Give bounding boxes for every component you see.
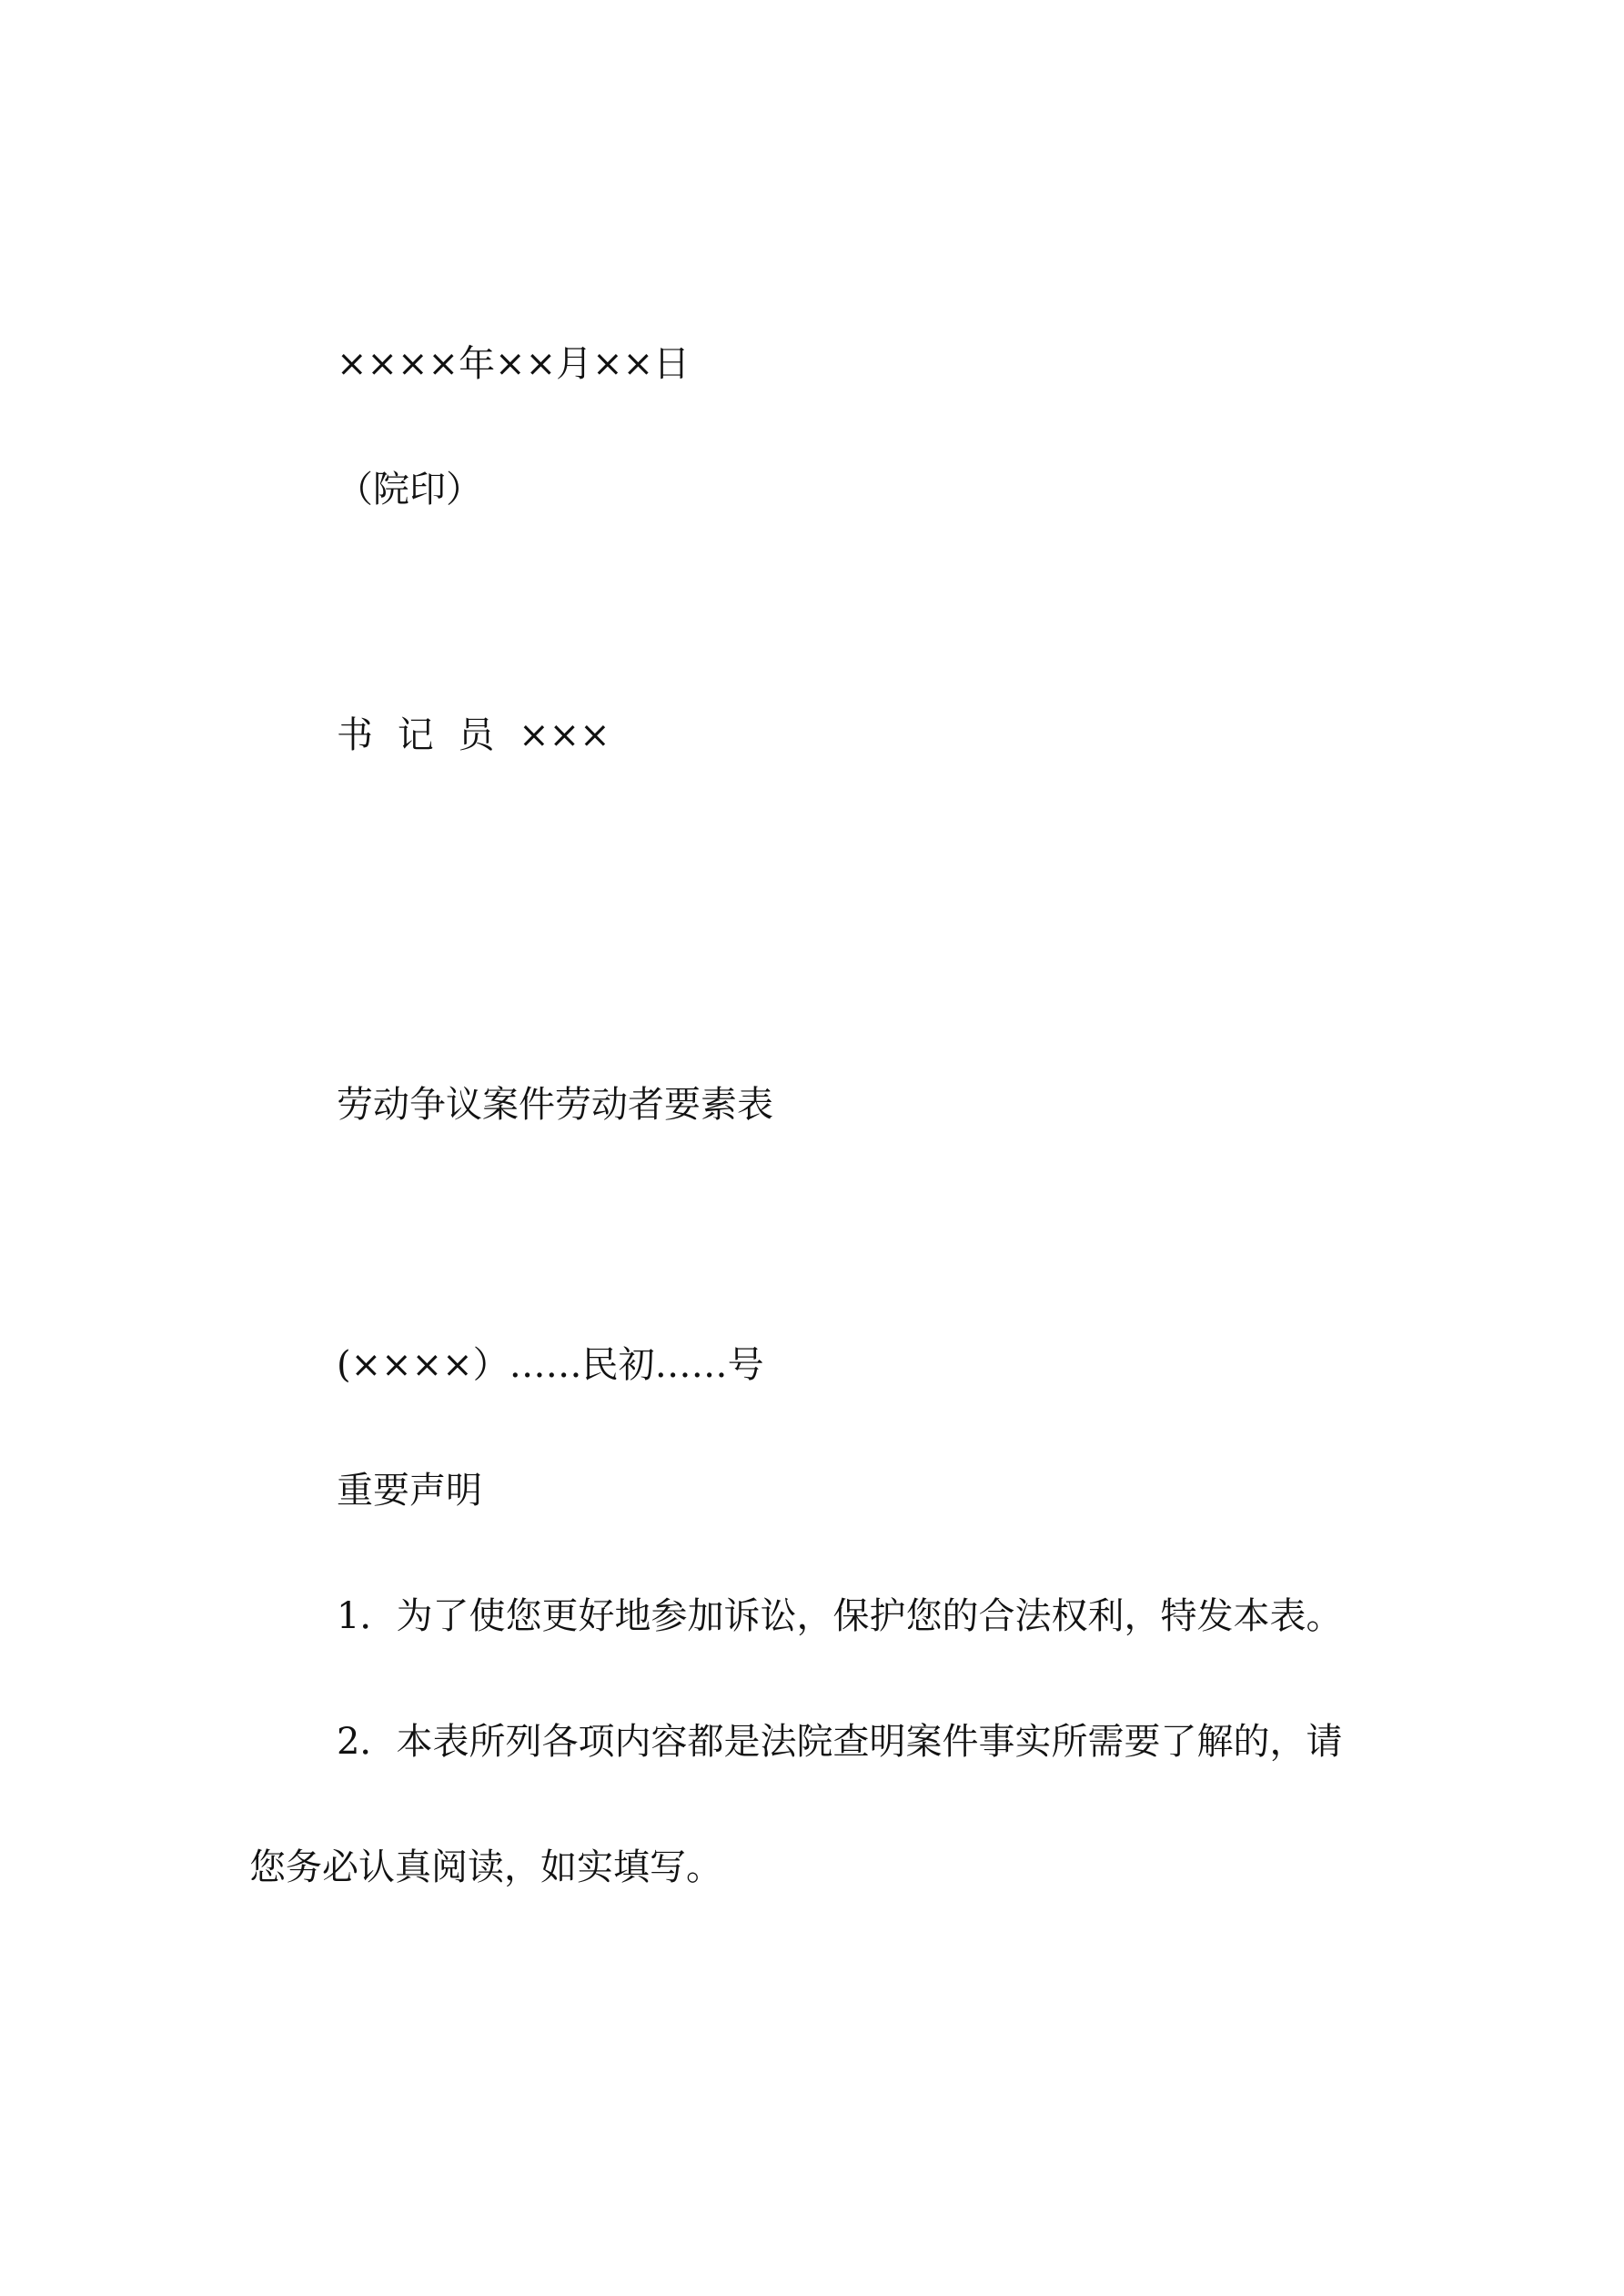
notice-item-1: 1．为了使您更好地参加诉讼，保护您的合法权利，特发本表。: [337, 1595, 1343, 1637]
date-text: ××××年××月××日: [337, 343, 691, 385]
form-title: 劳动争议案件劳动者要素表: [337, 1084, 773, 1126]
notice-heading: 重要声明: [337, 1470, 482, 1512]
notice-item-2-line-1: 2．本表所列各项内容都是法院查明案件事实所需要了解的，请: [337, 1721, 1343, 1763]
clerk-signature-line: 书 记 员 ×××: [337, 714, 610, 756]
notice-item-2-line-2: 您务必认真阅读，如实填写。: [249, 1846, 722, 1888]
court-seal-placeholder: （院印）: [337, 469, 482, 511]
case-number: (××××）……民初……号: [337, 1344, 764, 1386]
